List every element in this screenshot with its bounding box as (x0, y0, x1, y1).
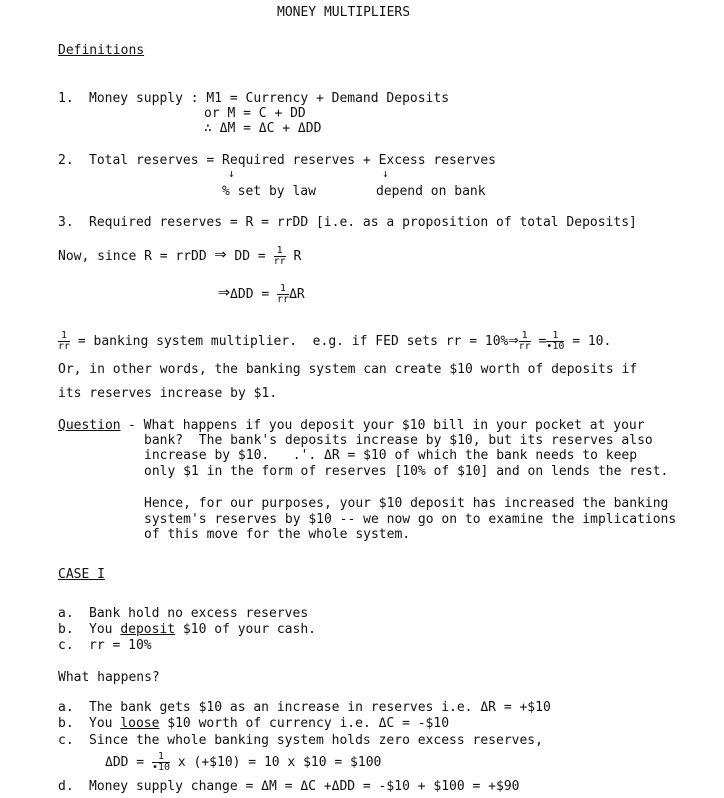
now-line: Now, since R = rrDD ⇒ DD = $\frac{1}{rr}$ R (58, 241, 302, 267)
hence-line-2: system's reserves by $10 -- we now go on to examine the implications (144, 512, 677, 527)
fraction-one-over-rr: $\frac{1}{rr}$ (273, 245, 286, 267)
fraction-one-over-ten: $\frac{1}{•10}$ (546, 330, 565, 352)
hence-line-1: Hence, for our purposes, your $10 deposit has increased the banking (144, 496, 669, 511)
question-label: Question (58, 418, 121, 433)
happens-item-c: Since the whole banking system holds zero excess reserves, (89, 733, 543, 748)
happens-item-c-equation: ΔDD = $\frac{1}{•10}$ x (+$10) = 10 x $10 = $100 (105, 751, 382, 773)
fraction-one-over-rr: $\frac{1}{rr}$ (518, 330, 531, 352)
or-line-1: Or, in other words, the banking system can create $10 worth of deposits if (58, 362, 638, 377)
hence-line-3: of this move for the whole system. (144, 527, 411, 542)
item3-number: 3. (58, 215, 74, 230)
question-line-4: only $1 in the form of reserves [10% of $10] and on lends the rest. (144, 464, 669, 479)
case-item-a: Bank hold no excess reserves (89, 606, 309, 621)
item3-line: Required reserves = R = rrDD [i.e. as a proposition of total Deposits] (89, 215, 637, 230)
item1-line2: or M = C + DD (204, 106, 306, 121)
fraction-one-over-rr: $\frac{1}{rr}$ (58, 330, 71, 352)
item2-line: Total reserves = Required reserves + Excess reserves (89, 153, 496, 168)
happens-item-c-label: c. (58, 733, 74, 748)
case-item-b-label: b. (58, 622, 74, 637)
implies-arrow-icon: ⇒ (218, 279, 231, 303)
case-heading: CASE I (58, 567, 105, 582)
fraction-one-over-ten: $\frac{1}{•10}$ (151, 751, 171, 773)
item2-note-left: % set by law (222, 184, 316, 199)
item2-number: 2. (58, 153, 74, 168)
fraction-one-over-rr: $\frac{1}{rr}$ (277, 283, 290, 305)
question-line-3: increase by $10. .'. ΔR = $10 of which the bank needs to keep (144, 448, 638, 463)
implies-arrow-icon: ⇒ (214, 241, 227, 265)
down-arrow-icon: ↓ (382, 167, 389, 180)
happens-item-b: You loose $10 worth of currency i.e. ΔC = -$10 (89, 716, 450, 731)
happens-item-d-label: d. (58, 779, 74, 794)
case-item-a-label: a. (58, 606, 74, 621)
happens-item-a-label: a. (58, 700, 74, 715)
definitions-heading: Definitions (58, 43, 145, 58)
case-item-b: You deposit $10 of your cash. (89, 622, 316, 637)
happens-item-d: Money supply change = ΔM = ΔC +ΔDD = -$10 + $100 = +$90 (89, 779, 520, 794)
item2-note-right: depend on bank (376, 184, 486, 199)
multiplier-line: $\frac{1}{rr}$ = banking system multiplier. e.g. if FED sets rr = 10%⇒ $\frac{1}{rr}$ = $\frac{1}{•10}$ = 10. (58, 330, 612, 352)
item1-line3: ∴ ΔM = ΔC + ΔDD (204, 121, 322, 136)
delta-dd-line: ⇒ΔDD = $\frac{1}{rr}$ ΔR (218, 279, 305, 305)
implies-arrow-icon: ⇒ (508, 330, 519, 350)
what-happens: What happens? (58, 670, 160, 685)
case-item-c-label: c. (58, 638, 74, 653)
question-line-1: - What happens if you deposit your $10 bill in your pocket at your (128, 418, 645, 433)
item1-line1: Money supply : M1 = Currency + Demand Deposits (89, 91, 450, 106)
question-line-2: bank? The bank's deposits increase by $10, but its reserves also (144, 433, 653, 448)
case-item-c: rr = 10% (89, 638, 152, 653)
happens-item-b-label: b. (58, 716, 74, 731)
item1-number: 1. (58, 91, 74, 106)
happens-item-a: The bank gets $10 as an increase in reserves i.e. ΔR = +$10 (89, 700, 551, 715)
down-arrow-icon: ↓ (228, 167, 235, 180)
page-title: MONEY MULTIPLIERS (277, 5, 411, 20)
or-line-2: its reserves increase by $1. (58, 386, 278, 401)
